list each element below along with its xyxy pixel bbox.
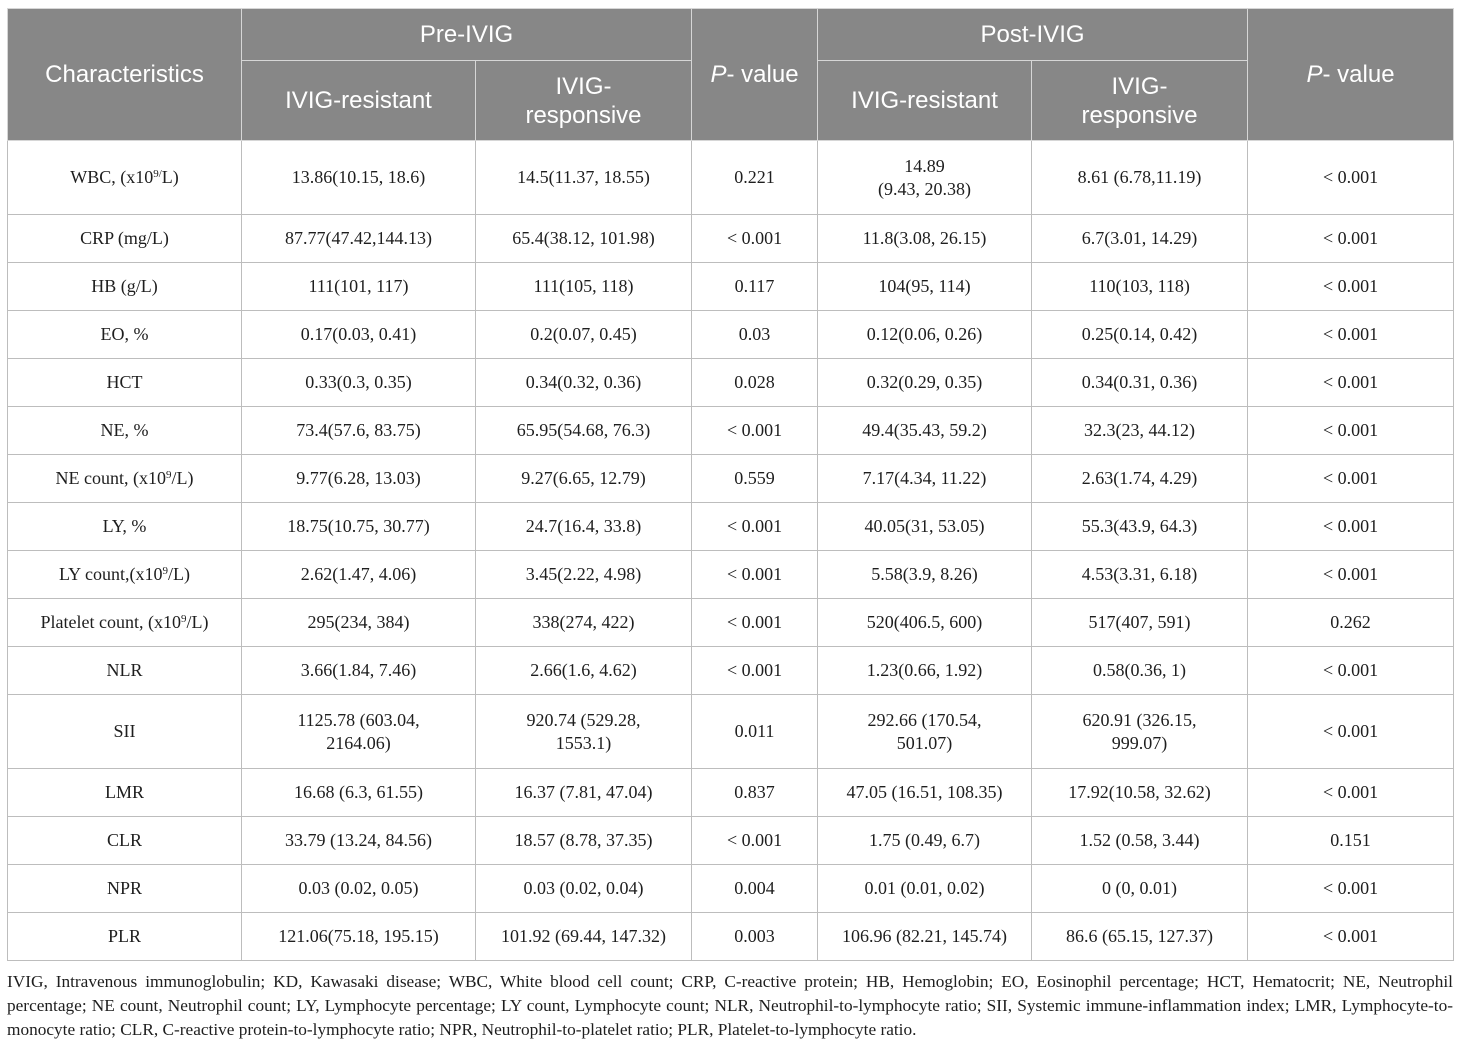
- cell-characteristic: [8, 913, 242, 961]
- table-row: [8, 311, 1454, 359]
- cell-post-responsive: 55.3(43.9, 64.3): [1032, 503, 1248, 551]
- cell-pre-responsive: 0.2(0.07, 0.45): [476, 311, 692, 359]
- cell-characteristic: [8, 695, 242, 769]
- cell-post-p-value: < 0.001: [1248, 407, 1454, 455]
- cell-post-resistant: 11.8(3.08, 26.15): [818, 215, 1032, 263]
- table-row: [8, 141, 1454, 215]
- characteristic-label: LY, %: [102, 516, 147, 536]
- cell-pre-responsive: 920.74 (529.28, 1553.1): [476, 695, 692, 769]
- cell-post-p-value: < 0.001: [1248, 647, 1454, 695]
- cell-pre-p-value: < 0.001: [692, 599, 818, 647]
- table-row: [8, 599, 1454, 647]
- table-row: [8, 865, 1454, 913]
- cell-post-responsive: 0 (0, 0.01): [1032, 865, 1248, 913]
- cell-characteristic: [8, 263, 242, 311]
- cell-pre-resistant: 0.33(0.3, 0.35): [242, 359, 476, 407]
- cell-pre-p-value: 0.837: [692, 769, 818, 817]
- cell-post-resistant: 49.4(35.43, 59.2): [818, 407, 1032, 455]
- cell-pre-resistant: 3.66(1.84, 7.46): [242, 647, 476, 695]
- characteristic-label: PLR: [107, 926, 141, 946]
- cell-post-p-value: < 0.001: [1248, 455, 1454, 503]
- characteristic-label: EO, %: [100, 324, 149, 344]
- header-post-p-value: [1248, 9, 1454, 141]
- cell-post-resistant: 1.23(0.66, 1.92): [818, 647, 1032, 695]
- characteristic-superscript: 9/: [153, 167, 162, 180]
- table-container: [7, 8, 1453, 1042]
- cell-pre-p-value: 0.004: [692, 865, 818, 913]
- cell-pre-resistant: 18.75(10.75, 30.77): [242, 503, 476, 551]
- header-pre-responsive: IVIG- responsive: [476, 61, 692, 141]
- cell-pre-p-value: < 0.001: [692, 407, 818, 455]
- cell-post-responsive: 32.3(23, 44.12): [1032, 407, 1248, 455]
- cell-pre-resistant: 111(101, 117): [242, 263, 476, 311]
- cell-characteristic: [8, 769, 242, 817]
- cell-post-responsive: 0.25(0.14, 0.42): [1032, 311, 1248, 359]
- cell-pre-resistant: 2.62(1.47, 4.06): [242, 551, 476, 599]
- cell-pre-responsive: 101.92 (69.44, 147.32): [476, 913, 692, 961]
- characteristic-label: CRP (mg/L): [80, 228, 169, 248]
- table-row: [8, 769, 1454, 817]
- cell-pre-p-value: 0.221: [692, 141, 818, 215]
- cell-pre-p-value: 0.117: [692, 263, 818, 311]
- cell-post-resistant: 47.05 (16.51, 108.35): [818, 769, 1032, 817]
- cell-post-p-value: < 0.001: [1248, 913, 1454, 961]
- cell-pre-p-value: 0.559: [692, 455, 818, 503]
- cell-post-p-value: < 0.001: [1248, 215, 1454, 263]
- cell-characteristic: [8, 817, 242, 865]
- table-row: [8, 817, 1454, 865]
- table-row: [8, 407, 1454, 455]
- cell-pre-responsive: 111(105, 118): [476, 263, 692, 311]
- cell-post-responsive: 620.91 (326.15, 999.07): [1032, 695, 1248, 769]
- cell-post-responsive: 0.34(0.31, 0.36): [1032, 359, 1248, 407]
- cell-characteristic: [8, 215, 242, 263]
- cell-pre-p-value: 0.03: [692, 311, 818, 359]
- p-suffix: - value: [1322, 61, 1395, 88]
- characteristic-unit-suffix: /L): [168, 564, 190, 584]
- cell-characteristic: [8, 647, 242, 695]
- cell-post-resistant: 0.32(0.29, 0.35): [818, 359, 1032, 407]
- cell-pre-responsive: 0.34(0.32, 0.36): [476, 359, 692, 407]
- cell-pre-responsive: 0.03 (0.02, 0.04): [476, 865, 692, 913]
- characteristic-label: HCT: [106, 372, 143, 392]
- cell-post-resistant: 14.89 (9.43, 20.38): [818, 141, 1032, 215]
- cell-pre-p-value: 0.028: [692, 359, 818, 407]
- cell-post-p-value: < 0.001: [1248, 263, 1454, 311]
- cell-characteristic: [8, 599, 242, 647]
- characteristic-label: LMR: [104, 782, 144, 802]
- cell-post-resistant: 0.01 (0.01, 0.02): [818, 865, 1032, 913]
- characteristic-unit-suffix: L): [161, 167, 179, 187]
- cell-post-responsive: 517(407, 591): [1032, 599, 1248, 647]
- cell-characteristic: [8, 311, 242, 359]
- cell-pre-responsive: 2.66(1.6, 4.62): [476, 647, 692, 695]
- cell-pre-resistant: 33.79 (13.24, 84.56): [242, 817, 476, 865]
- header-post-responsive: IVIG- responsive: [1032, 61, 1248, 141]
- cell-pre-p-value: < 0.001: [692, 551, 818, 599]
- characteristic-label: NE count, (x10: [55, 468, 166, 488]
- cell-pre-responsive: 65.95(54.68, 76.3): [476, 407, 692, 455]
- p-italic: P: [710, 61, 727, 88]
- characteristic-superscript: 9: [165, 468, 172, 481]
- table-row: [8, 913, 1454, 961]
- cell-post-p-value: < 0.001: [1248, 865, 1454, 913]
- cell-post-resistant: 1.75 (0.49, 6.7): [818, 817, 1032, 865]
- characteristic-unit-suffix: /L): [171, 468, 194, 488]
- cell-pre-resistant: 0.03 (0.02, 0.05): [242, 865, 476, 913]
- cell-post-responsive: 0.58(0.36, 1): [1032, 647, 1248, 695]
- characteristic-label: NE, %: [100, 420, 149, 440]
- cell-post-p-value: < 0.001: [1248, 359, 1454, 407]
- cell-pre-resistant: 87.77(47.42,144.13): [242, 215, 476, 263]
- table-row: [8, 215, 1454, 263]
- cell-pre-responsive: 24.7(16.4, 33.8): [476, 503, 692, 551]
- cell-pre-responsive: 3.45(2.22, 4.98): [476, 551, 692, 599]
- cell-post-resistant: 520(406.5, 600): [818, 599, 1032, 647]
- table-row: [8, 647, 1454, 695]
- cell-characteristic: [8, 455, 242, 503]
- cell-post-resistant: 40.05(31, 53.05): [818, 503, 1032, 551]
- cell-characteristic: [8, 141, 242, 215]
- table-row: [8, 503, 1454, 551]
- cell-pre-p-value: 0.003: [692, 913, 818, 961]
- cell-characteristic: [8, 359, 242, 407]
- cell-post-resistant: 0.12(0.06, 0.26): [818, 311, 1032, 359]
- p-italic: P: [1306, 61, 1323, 88]
- cell-pre-resistant: 73.4(57.6, 83.75): [242, 407, 476, 455]
- header-characteristics: Characteristics: [8, 9, 242, 141]
- cell-pre-responsive: 18.57 (8.78, 37.35): [476, 817, 692, 865]
- cell-post-p-value: 0.151: [1248, 817, 1454, 865]
- table-header: [8, 9, 1454, 141]
- characteristic-label: NLR: [106, 660, 143, 680]
- cell-pre-p-value: < 0.001: [692, 817, 818, 865]
- table-row: [8, 551, 1454, 599]
- characteristic-label: NPR: [106, 878, 142, 898]
- cell-pre-responsive: 14.5(11.37, 18.55): [476, 141, 692, 215]
- cell-post-resistant: 7.17(4.34, 11.22): [818, 455, 1032, 503]
- cell-pre-resistant: 121.06(75.18, 195.15): [242, 913, 476, 961]
- characteristic-superscript: 9: [162, 564, 168, 577]
- cell-post-responsive: 2.63(1.74, 4.29): [1032, 455, 1248, 503]
- p-suffix: - value: [726, 61, 799, 88]
- cell-post-p-value: 0.262: [1248, 599, 1454, 647]
- characteristic-label: HB (g/L): [91, 276, 158, 296]
- cell-post-responsive: 8.61 (6.78,11.19): [1032, 141, 1248, 215]
- header-pre-ivig: Pre-IVIG: [242, 9, 692, 61]
- cell-characteristic: [8, 407, 242, 455]
- table-row: [8, 359, 1454, 407]
- cell-post-resistant: 5.58(3.9, 8.26): [818, 551, 1032, 599]
- cell-post-p-value: < 0.001: [1248, 551, 1454, 599]
- table-row: [8, 263, 1454, 311]
- cell-post-responsive: 17.92(10.58, 32.62): [1032, 769, 1248, 817]
- cell-pre-p-value: < 0.001: [692, 215, 818, 263]
- cell-post-p-value: < 0.001: [1248, 311, 1454, 359]
- characteristic-label: WBC, (x10: [70, 167, 154, 187]
- cell-characteristic: [8, 503, 242, 551]
- cell-pre-responsive: 16.37 (7.81, 47.04): [476, 769, 692, 817]
- cell-pre-responsive: 338(274, 422): [476, 599, 692, 647]
- characteristic-label: LY count,(x10: [58, 564, 163, 584]
- data-table: [7, 8, 1454, 961]
- cell-post-p-value: < 0.001: [1248, 503, 1454, 551]
- cell-pre-p-value: < 0.001: [692, 503, 818, 551]
- cell-post-resistant: 292.66 (170.54, 501.07): [818, 695, 1032, 769]
- cell-post-p-value: < 0.001: [1248, 695, 1454, 769]
- cell-pre-p-value: < 0.001: [692, 647, 818, 695]
- cell-post-responsive: 4.53(3.31, 6.18): [1032, 551, 1248, 599]
- characteristic-superscript: 9: [180, 612, 187, 625]
- cell-post-responsive: 1.52 (0.58, 3.44): [1032, 817, 1248, 865]
- cell-pre-resistant: 9.77(6.28, 13.03): [242, 455, 476, 503]
- table-row: [8, 695, 1454, 769]
- cell-characteristic: [8, 865, 242, 913]
- cell-post-responsive: 86.6 (65.15, 127.37): [1032, 913, 1248, 961]
- header-post-resistant: IVIG-resistant: [818, 61, 1032, 141]
- table-footnote: IVIG, Intravenous immunoglobulin; KD, Kawasaki disease; WBC, White blood cell count; CRP, C-reactive protein; HB, Hemoglobin; EO, Eosinophil percentage; HCT, Hematocrit; NE, Neutrophil percentage; NE count, Neutrophil count; LY, Lymphocyte percentage; LY count, Lymphocyte count; NLR, Neutrophil-to-lymphocyte ratio; SII, Systemic immune-inflammation index; LMR, Lymphocyte-to-monocyte ratio; CLR, C-reactive protein-to-lymphocyte ratio; NPR, Neutrophil-to-platelet ratio; PLR, Platelet-to-lymphocyte ratio.: [7, 972, 1453, 1039]
- table-body: [8, 141, 1454, 961]
- cell-pre-resistant: 16.68 (6.3, 61.55): [242, 769, 476, 817]
- cell-pre-p-value: 0.011: [692, 695, 818, 769]
- cell-pre-responsive: 9.27(6.65, 12.79): [476, 455, 692, 503]
- table-row: [8, 455, 1454, 503]
- cell-post-responsive: 6.7(3.01, 14.29): [1032, 215, 1248, 263]
- cell-pre-resistant: 295(234, 384): [242, 599, 476, 647]
- cell-pre-responsive: 65.4(38.12, 101.98): [476, 215, 692, 263]
- cell-characteristic: [8, 551, 242, 599]
- cell-post-resistant: 106.96 (82.21, 145.74): [818, 913, 1032, 961]
- characteristic-label: Platelet count, (x10: [40, 612, 181, 632]
- characteristic-label: CLR: [106, 830, 142, 850]
- cell-post-resistant: 104(95, 114): [818, 263, 1032, 311]
- cell-pre-resistant: 13.86(10.15, 18.6): [242, 141, 476, 215]
- characteristic-unit-suffix: /L): [186, 612, 209, 632]
- header-pre-resistant: IVIG-resistant: [242, 61, 476, 141]
- cell-post-p-value: < 0.001: [1248, 769, 1454, 817]
- header-post-ivig: Post-IVIG: [818, 9, 1248, 61]
- cell-post-responsive: 110(103, 118): [1032, 263, 1248, 311]
- cell-pre-resistant: 1125.78 (603.04, 2164.06): [242, 695, 476, 769]
- header-pre-p-value: [692, 9, 818, 141]
- cell-pre-resistant: 0.17(0.03, 0.41): [242, 311, 476, 359]
- cell-post-p-value: < 0.001: [1248, 141, 1454, 215]
- characteristic-label: SII: [113, 721, 136, 741]
